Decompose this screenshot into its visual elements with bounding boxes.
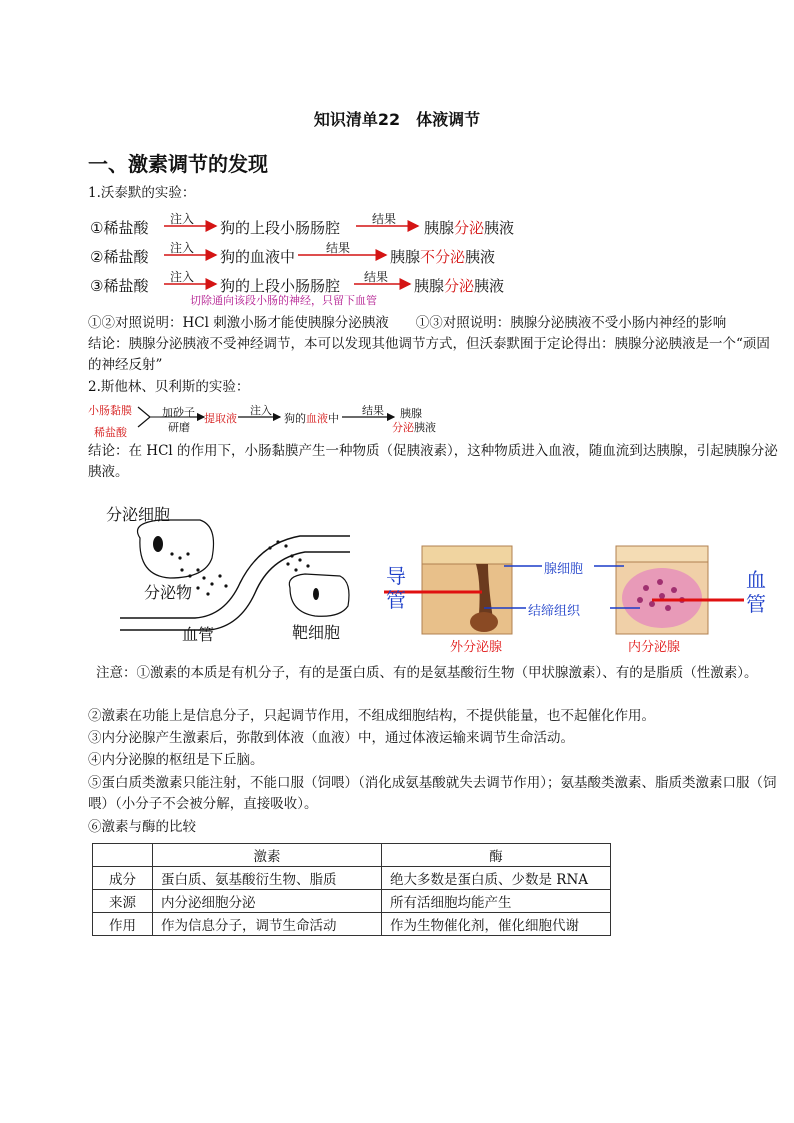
exp1-row3-end: 胰腺分泌胰液: [414, 277, 505, 295]
table-header-cell: [93, 844, 153, 867]
table-cell: 来源: [93, 890, 153, 913]
exp2-inject: 注入: [250, 404, 272, 417]
table-cell: 成分: [93, 867, 153, 890]
table-header-cell: 酶: [382, 844, 611, 867]
exp1-row2-mid: 狗的血液中: [220, 248, 296, 266]
exp2-mucosa: 小肠黏膜: [88, 404, 132, 417]
exp2-diagram: [88, 399, 448, 441]
note-2: ②激素在功能上是信息分子，只起调节作用，不组成细胞结构，不提供能量，也不起催化作用。: [88, 708, 655, 724]
note-5: ⑤蛋白质类激素只能注射，不能口服（饲喂）（消化成氨基酸就失去调节作用）；氨基酸类激素、脂质类激素口服（饲喂）（小分子不会被分解，直接吸收）。: [88, 775, 777, 812]
table-header-cell: 激素: [153, 844, 382, 867]
exp2-grind: 研磨: [168, 421, 190, 434]
label-connective-tissue: 结缔组织: [528, 604, 581, 619]
label-vessel: 血管: [182, 625, 215, 644]
note-6: ⑥激素与酶的比较: [88, 819, 196, 835]
exp2-pancreas: 胰腺: [400, 407, 422, 420]
table-cell: 绝大多数是蛋白质、少数是 RNA: [382, 867, 611, 890]
table-cell: 所有活细胞均能产生: [382, 890, 611, 913]
exp1-row2-end: 胰腺不分泌胰液: [390, 248, 496, 266]
exp1-row3-arrow1: 注入: [170, 270, 195, 284]
exp1-row3-num: ③稀盐酸: [90, 277, 149, 295]
label-secretion: 分泌物: [144, 583, 193, 602]
exp2-dog-blood: 狗的血液中: [284, 412, 339, 425]
exp1-row1-mid: 狗的上段小肠肠腔: [220, 219, 341, 237]
table-header-row: [93, 844, 611, 867]
table-cell: 内分泌细胞分泌: [153, 890, 382, 913]
exp1-row1-arrow2: 结果: [372, 212, 397, 226]
label-exocrine: 外分泌腺: [450, 640, 503, 655]
table-cell: 蛋白质、氨基酸衍生物、脂质: [153, 867, 382, 890]
exp1-row3-arrow2: 结果: [364, 270, 389, 284]
exp2-extract: 提取液: [204, 412, 237, 425]
table-cell: 作用: [93, 913, 153, 936]
exp2-sand: 加砂子: [162, 406, 195, 419]
exp1-row2-num: ②稀盐酸: [90, 248, 149, 266]
exp1-row3-mid: 狗的上段小肠肠腔: [220, 277, 341, 295]
hormone-enzyme-table: [92, 843, 611, 936]
note-1: 注意：①激素的本质是有机分子，有的是蛋白质、有的是氨基酸衍生物（甲状腺激素）、有的是脂质（性激素）。: [96, 665, 758, 681]
exp1-conclusion: 结论：胰腺分泌胰液不受神经调节，本可以发现其他调节方式，但沃泰默囿于定论得出：胰腺分泌胰液是一个“顽固的神经反射”: [88, 336, 770, 373]
exp1-row2-arrow2: 结果: [326, 241, 351, 255]
exp1-note: 切除通向该段小肠的神经，只留下血管: [190, 294, 377, 307]
label-secreting-cell: 分泌细胞: [106, 505, 171, 524]
table-row: [93, 913, 611, 936]
exp2-result: 结果: [362, 404, 384, 417]
label-endocrine: 内分泌腺: [628, 640, 681, 655]
page-title: 知识清单22 体液调节: [313, 110, 481, 129]
label-duct: 导管: [386, 564, 406, 612]
table-cell: 作为生物催化剂，催化细胞代谢: [382, 913, 611, 936]
table-row: [93, 867, 611, 890]
section-heading: 一、激素调节的发现: [88, 152, 268, 176]
exp1-row1-arrow1: 注入: [170, 212, 195, 226]
hormone-secretion-figure: [100, 498, 370, 648]
exp1-row2-arrow1: 注入: [170, 241, 195, 255]
label-gland-cell: 腺细胞: [544, 562, 584, 577]
label-blood-vessel: 血管: [746, 568, 766, 616]
gland-figure: [384, 536, 784, 654]
table-cell: 作为信息分子，调节生命活动: [153, 913, 382, 936]
exp1-row1-num: ①稀盐酸: [90, 219, 149, 237]
exp1-compare: ①②对照说明：HCl 刺激小肠才能使胰腺分泌胰液 ①③对照说明：胰腺分泌胰液不受小肠内神经的影响: [88, 315, 727, 331]
table-row: [93, 890, 611, 913]
exp1-row1-end: 胰腺分泌胰液: [424, 219, 515, 237]
gland-drawing: [384, 536, 784, 654]
exp2-hcl: 稀盐酸: [94, 426, 127, 439]
exp2-label: 2.斯他林、贝利斯的实验：: [88, 379, 250, 395]
exp1-diagram: [88, 208, 548, 308]
exp1-label: 1.沃泰默的实验：: [88, 185, 196, 201]
exp2-conclusion: 结论：在 HCl 的作用下，小肠黏膜产生一种物质（促胰液素），这种物质进入血液，随血流到达胰腺，引起胰腺分泌胰液。: [88, 443, 778, 480]
label-target-cell: 靶细胞: [292, 623, 341, 642]
note-4: ④内分泌腺的枢纽是下丘脑。: [88, 752, 264, 768]
note-3: ③内分泌腺产生激素后，弥散到体液（血液）中，通过体液运输来调节生命活动。: [88, 730, 574, 746]
exp2-secretes: 分泌胰液: [392, 421, 436, 434]
